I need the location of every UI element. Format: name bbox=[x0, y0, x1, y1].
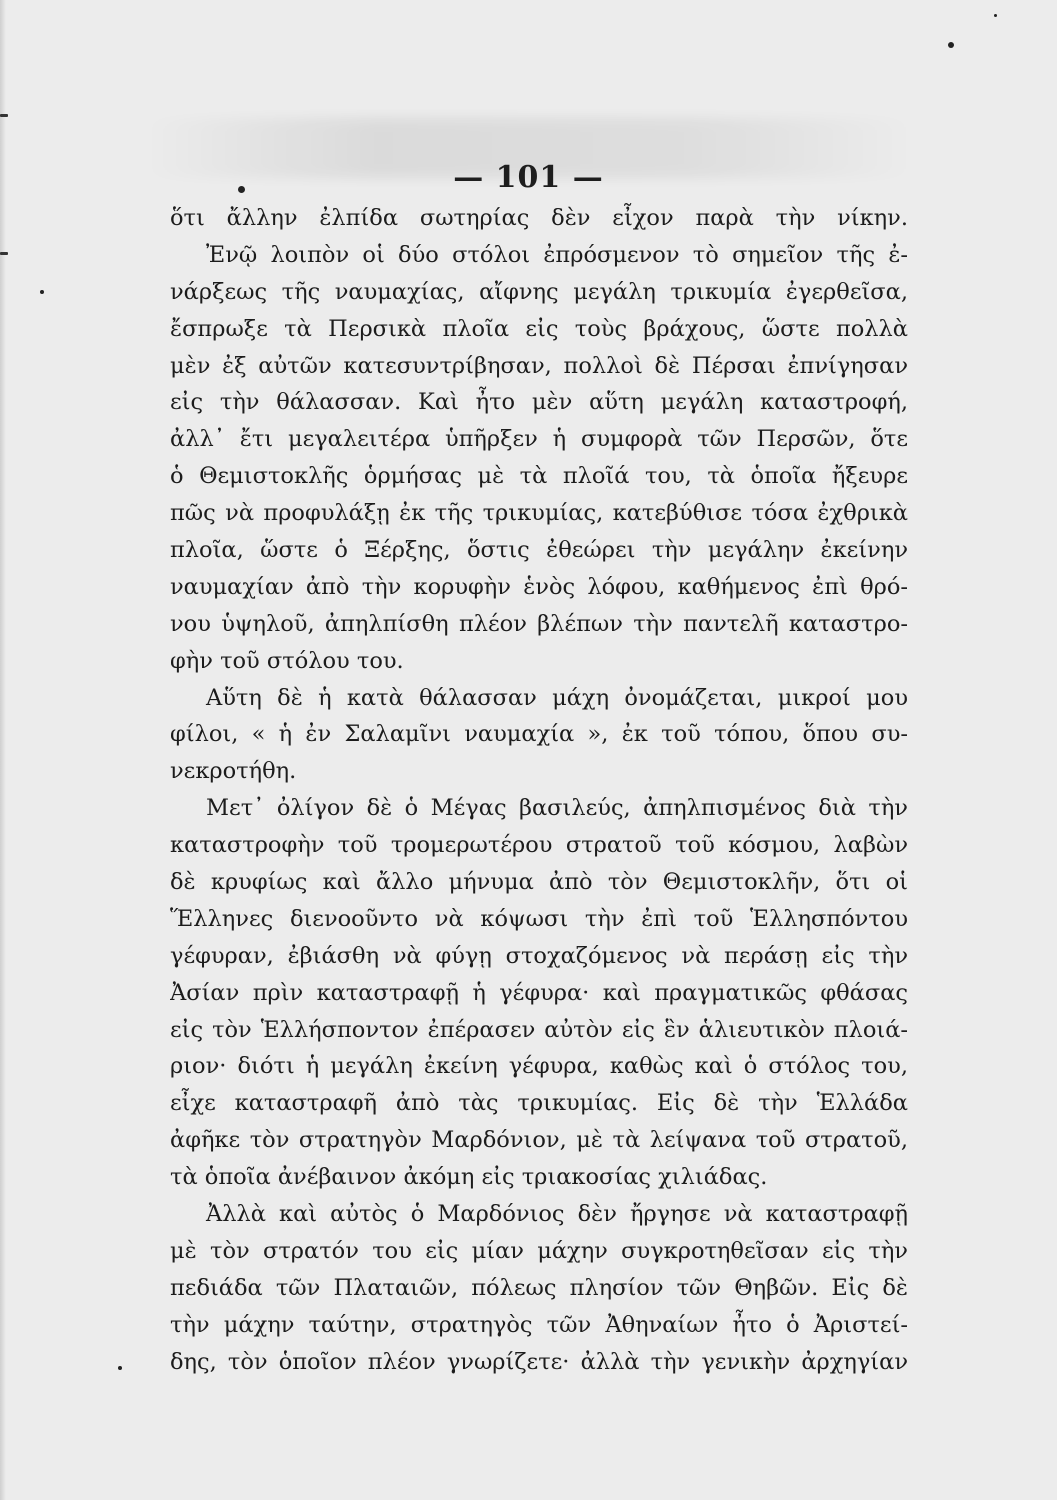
text-line: Ἀλλὰ καὶ αὐτὸς ὁ Μαρδόνιος δὲν ἤργησε νὰ καταστραφῇ bbox=[206, 1201, 908, 1228]
text-line: Ἀσίαν πρὶν καταστραφῇ ἡ γέφυρα· καὶ πραγματικῶς φθάσας bbox=[170, 979, 908, 1006]
text-line: φὴν τοῦ στόλου του. bbox=[170, 647, 404, 674]
ink-speck bbox=[994, 14, 997, 17]
text-line: μὲ τὸν στρατόν του εἰς μίαν μάχην συγκροτηθεῖσαν εἰς τὴν bbox=[170, 1237, 908, 1264]
text-line: εἰς τὴν θάλασσαν. Καὶ ἦτο μὲν αὕτη μεγάλη καταστροφή, bbox=[170, 389, 908, 416]
text-line: γέφυραν, ἐβιάσθη νὰ φύγῃ στοχαζόμενος νὰ περάσῃ εἰς τὴν bbox=[170, 942, 908, 969]
text-line: φίλοι, « ἡ ἐν Σαλαμῖνι ναυμαχία », ἐκ τοῦ τόπου, ὅπου συ- bbox=[170, 721, 908, 748]
text-line: μὲν ἐξ αὐτῶν κατεσυντρίβησαν, πολλοὶ δὲ Πέρσαι ἐπνίγησαν bbox=[170, 352, 908, 379]
text-line: καταστροφὴν τοῦ τρομερωτέρου στρατοῦ τοῦ κόσμου, λαβὼν bbox=[170, 832, 908, 859]
text-line: νεκροτήθη. bbox=[170, 758, 297, 785]
text-line: ἀλλ᾽ ἔτι μεγαλειτέρα ὑπῆρξεν ἡ συμφορὰ τῶν Περσῶν, ὅτε bbox=[170, 426, 908, 453]
text-line: δὲ κρυφίως καὶ ἄλλο μήνυμα ἀπὸ τὸν Θεμιστοκλῆν, ὅτι οἱ bbox=[170, 869, 908, 896]
text-line: ὅτι ἄλλην ἐλπίδα σωτηρίας δὲν εἶχον παρὰ τὴν νίκην. bbox=[170, 205, 908, 231]
text-line: ὁ Θεμιστοκλῆς ὁρμήσας μὲ τὰ πλοῖά του, τὰ ὁποῖα ἤξευρε bbox=[170, 463, 908, 490]
text-line: Αὕτη δὲ ἡ κατὰ θάλασσαν μάχη ὀνομάζεται, μικροί μου bbox=[206, 684, 908, 711]
text-line: πλοῖα, ὥστε ὁ Ξέρξης, ὅστις ἐθεώρει τὴν μεγάλην ἐκείνην bbox=[170, 537, 908, 564]
text-line: νάρξεως τῆς ναυμαχίας, αἴφνης μεγάλη τρικυμία ἐγερθεῖσα, bbox=[170, 278, 908, 305]
text-line: νου ὑψηλοῦ, ἀπηλπίσθη πλέον βλέπων τὴν παντελῆ καταστρο- bbox=[170, 610, 908, 637]
text-line: πῶς νὰ προφυλάξῃ ἐκ τῆς τρικυμίας, κατεβύθισε τόσα ἐχθρικὰ bbox=[170, 500, 908, 527]
text-line: Μετ᾽ ὀλίγον δὲ ὁ Μέγας βασιλεύς, ἀπηλπισμένος διὰ τὴν bbox=[206, 795, 908, 822]
text-line: εἰς τὸν Ἑλλήσποντον ἐπέρασεν αὐτὸν εἰς ἓν ἁλιευτικὸν πλοιά- bbox=[170, 1016, 908, 1043]
text-line: πεδιάδα τῶν Πλαταιῶν, πόλεως πλησίον τῶν Θηβῶν. Εἰς δὲ bbox=[170, 1274, 908, 1301]
text-line: δης, τὸν ὁποῖον πλέον γνωρίζετε· ἀλλὰ τὴν γενικὴν ἀρχηγίαν bbox=[170, 1348, 908, 1375]
text-line: ἀφῆκε τὸν στρατηγὸν Μαρδόνιον, μὲ τὰ λείψανα τοῦ στρατοῦ, bbox=[170, 1127, 908, 1154]
text-line: ναυμαχίαν ἀπὸ τὴν κορυφὴν ἑνὸς λόφου, καθήμενος ἐπὶ θρό- bbox=[170, 573, 908, 600]
margin-mark bbox=[0, 114, 8, 117]
text-line: Ἐνῷ λοιπὸν οἱ δύο στόλοι ἐπρόσμενον τὸ σημεῖον τῆς ἐ- bbox=[206, 241, 908, 268]
text-line: ριον· διότι ἡ μεγάλη ἐκείνη γέφυρα, καθὼς καὶ ὁ στόλος του, bbox=[170, 1053, 908, 1080]
ink-speck bbox=[948, 42, 954, 48]
text-line: ἔσπρωξε τὰ Περσικὰ πλοῖα εἰς τοὺς βράχους, ὥστε πολλὰ bbox=[170, 315, 908, 342]
ink-speck bbox=[40, 290, 44, 294]
ink-speck bbox=[118, 1366, 122, 1370]
margin-mark bbox=[0, 252, 8, 255]
text-line: τὰ ὁποῖα ἀνέβαινον ἀκόμη εἰς τριακοσίας χιλιάδας. bbox=[170, 1164, 768, 1191]
page-number: — 101 — bbox=[453, 160, 604, 195]
page-edge-shadow bbox=[0, 0, 6, 1500]
text-line: τὴν μάχην ταύτην, στρατηγὸς τῶν Ἀθηναίων ἦτο ὁ Ἀριστεί- bbox=[170, 1311, 908, 1338]
body-text bbox=[170, 200, 908, 1381]
text-line: Ἕλληνες διενοοῦντο νὰ κόψωσι τὴν ἐπὶ τοῦ Ἑλλησπόντου bbox=[170, 905, 908, 932]
text-line: εἶχε καταστραφῆ ἀπὸ τὰς τρικυμίας. Εἰς δὲ τὴν Ἑλλάδα bbox=[170, 1090, 908, 1117]
